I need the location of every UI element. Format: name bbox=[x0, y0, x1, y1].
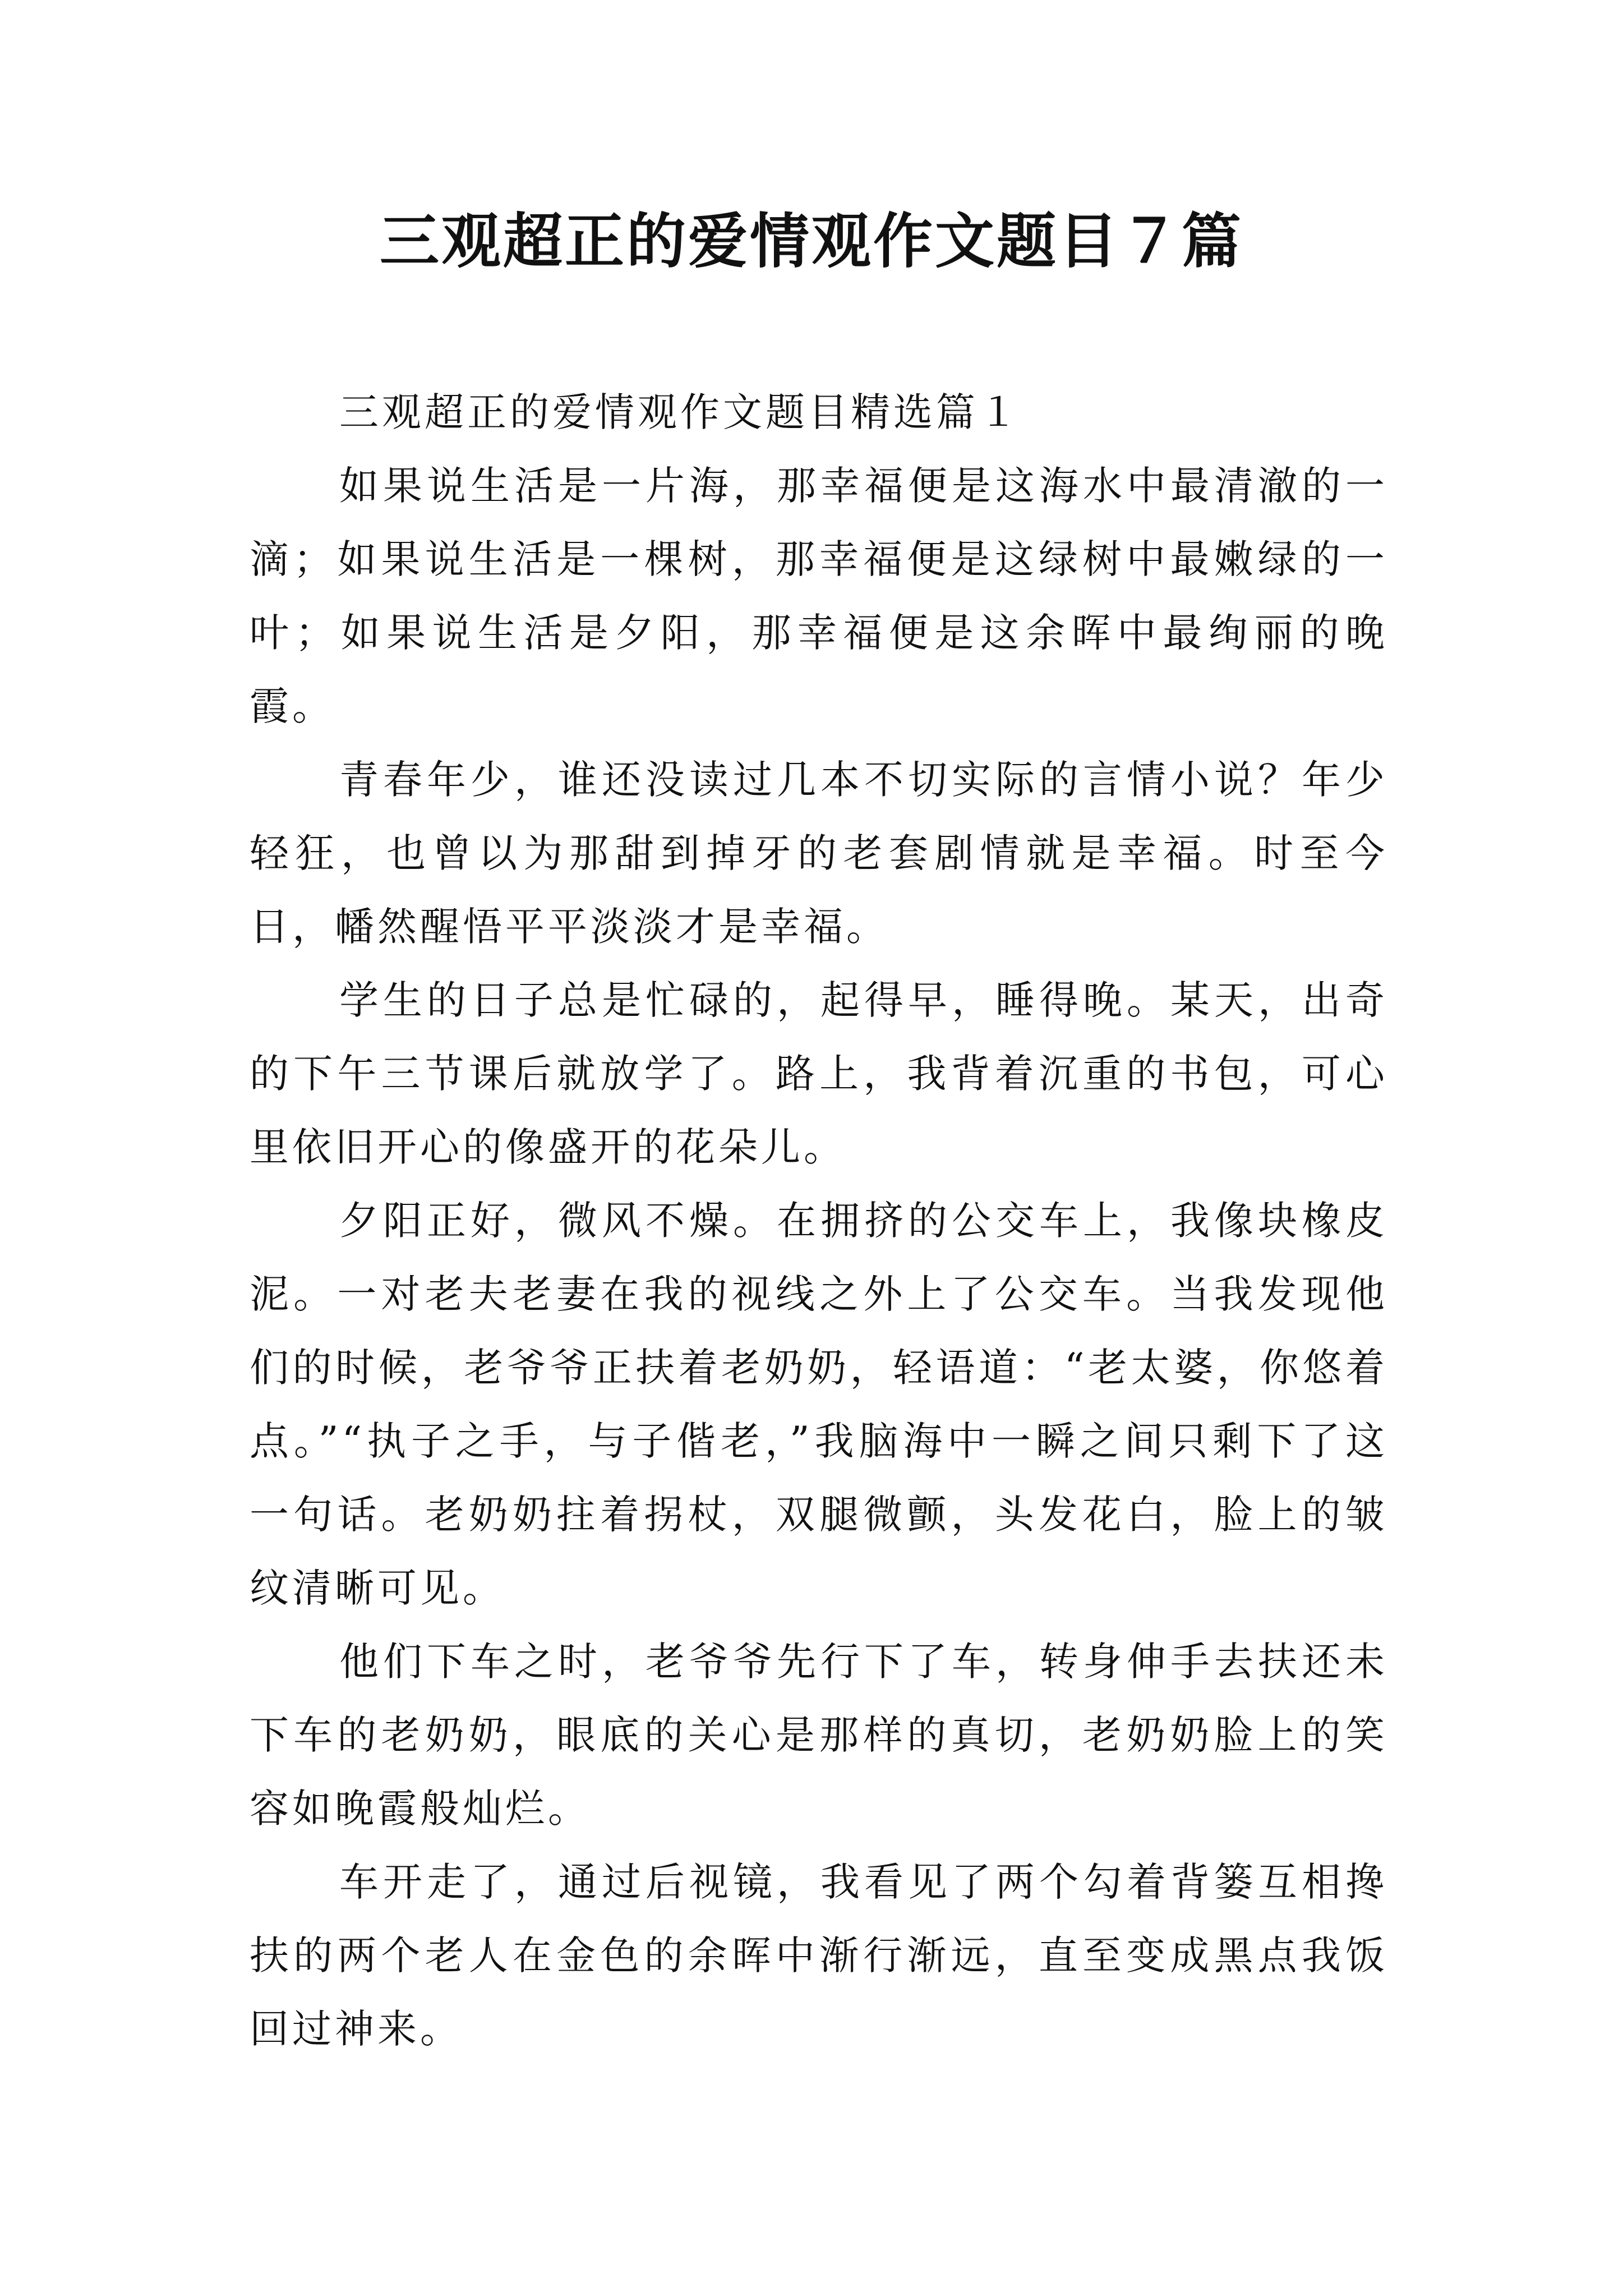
paragraph: 车开走了，通过后视镜，我看见了两个勾着背篓互相搀扶的两个老人在金色的余晖中渐行渐远，直至变成黑点我饭回过神来。 bbox=[250, 1859, 1388, 2052]
section-heading: 三观超正的爱情观作文题目精选篇１ bbox=[339, 389, 1021, 435]
paragraph: 他们下车之时，老爷爷先行下了车，转身伸手去扶还未下车的老奶奶，眼底的关心是那样的真切，老奶奶脸上的笑容如晚霞般灿烂。 bbox=[250, 1639, 1388, 1832]
paragraph: 如果说生活是一片海，那幸福便是这海水中最清澈的一滴；如果说生活是一棵树，那幸福便是这绿树中最嫩绿的一叶；如果说生活是夕阳，那幸福便是这余晖中最绚丽的晚霞。 bbox=[250, 463, 1388, 729]
paragraph: 夕阳正好，微风不燥。在拥挤的公交车上，我像块橡皮泥。一对老夫老妻在我的视线之外上了公交车。当我发现他们的时候，老爷爷正扶着老奶奶，轻语道：“老太婆，你悠着点。”“执子之手，与子偕老，”我脑海中一瞬之间只剩下了这一句话。老奶奶拄着拐杖，双腿微颤，头发花白，脸上的皱纹清晰可见。 bbox=[250, 1198, 1388, 1611]
document-body bbox=[250, 376, 1388, 2066]
paragraph: 青春年少，谁还没读过几本不切实际的言情小说？年少轻狂，也曾以为那甜到掉牙的老套剧情就是幸福。时至今日，幡然醒悟平平淡淡才是幸福。 bbox=[250, 757, 1388, 950]
paragraph: 学生的日子总是忙碌的，起得早，睡得晚。某天，出奇的下午三节课后就放学了。路上，我背着沉重的书包，可心里依旧开心的像盛开的花朵儿。 bbox=[250, 977, 1388, 1170]
document-title: 三观超正的爱情观作文题目７篇 bbox=[380, 206, 1243, 276]
